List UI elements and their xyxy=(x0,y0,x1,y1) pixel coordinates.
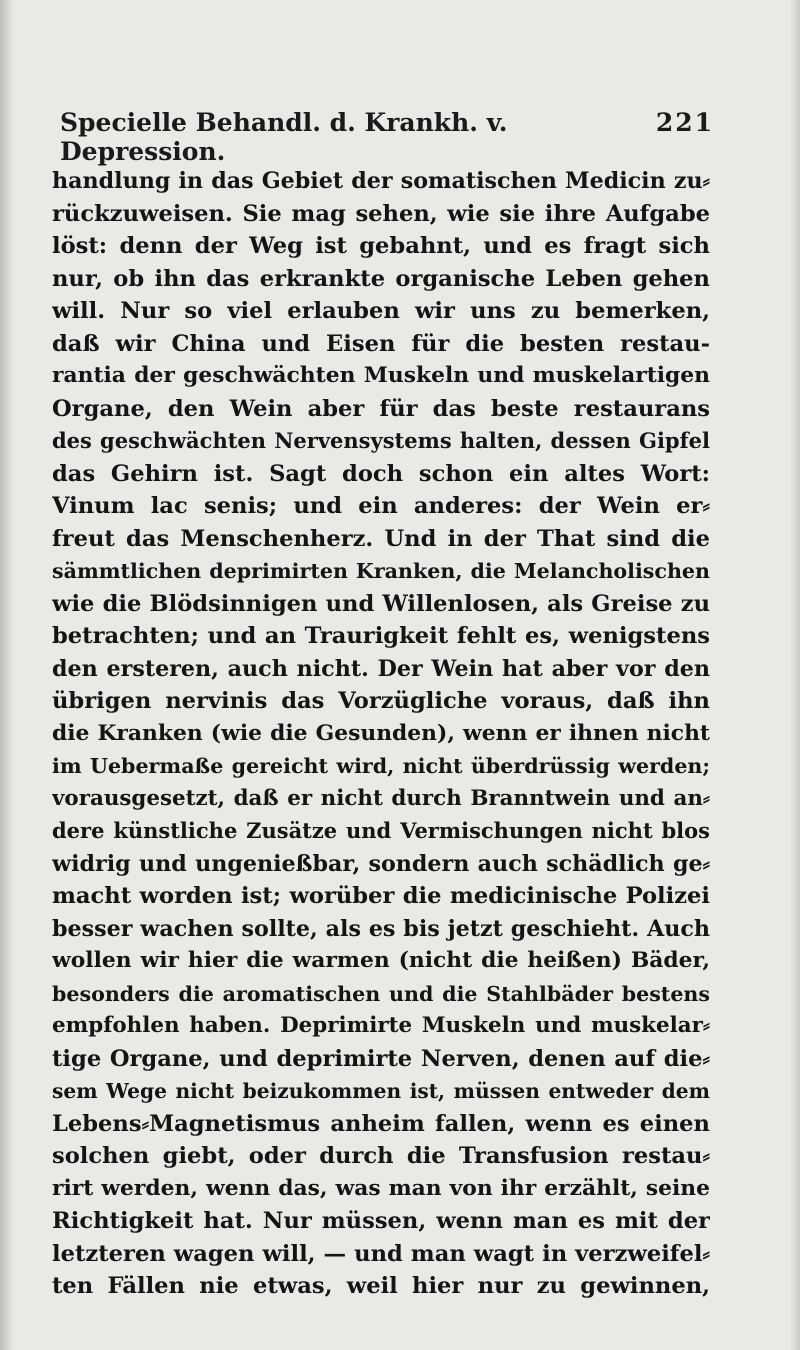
text-line-21: dere künstliche Zusätze und Vermischungen nicht blos xyxy=(52,818,710,843)
text-line-14: wie die Blödsinnigen und Willenlosen, als Greise zu xyxy=(52,590,710,617)
text-line-33: Richtigkeit hat. Nur müssen, wenn man es mit der xyxy=(52,1208,710,1234)
text-line-17: übrigen nervinis das Vorzügliche voraus, daß ihn xyxy=(52,688,710,714)
text-line-2: rückzuweisen. Sie mag sehen, wie sie ihre Aufgabe xyxy=(52,200,710,227)
text-line-32: rirt werden, wenn das, was man von ihr erzählt, seine xyxy=(52,1175,710,1201)
text-line-1: handlung in das Gebiet der somatischen Medicin zu⸗ xyxy=(52,168,710,194)
text-line-34: letzteren wagen will, — und man wagt in verzweifel⸗ xyxy=(52,1240,710,1267)
text-line-18: die Kranken (wie die Gesunden), wenn er ihnen nicht xyxy=(52,720,710,746)
running-head-title: Specielle Behandl. d. Krankh. v. Depression. xyxy=(60,108,508,166)
text-line-28: tige Organe, und deprimirte Nerven, denen auf die⸗ xyxy=(52,1045,710,1072)
text-line-8: Organe, den Wein aber für das beste restaurans xyxy=(52,395,710,422)
text-line-15: betrachten; und an Traurigkeit fehlt es, wenigstens xyxy=(52,623,710,649)
text-line-24: besser wachen sollte, als es bis jetzt geschieht. Auch xyxy=(52,915,710,942)
text-line-3: löst: denn der Weg ist gebahnt, und es fragt sich xyxy=(52,233,710,259)
text-line-31: solchen giebt, oder durch die Transfusion restau⸗ xyxy=(52,1143,710,1169)
text-line-6: daß wir China und Eisen für die besten restau- xyxy=(52,330,710,357)
text-line-26: besonders die aromatischen und die Stahlbäder bestens xyxy=(52,981,710,1006)
text-line-16: den ersteren, auch nicht. Der Wein hat aber vor den xyxy=(52,655,710,682)
text-line-13: sämmtlichen deprimirten Kranken, die Melancholischen xyxy=(52,559,710,583)
text-line-25: wollen wir hier die warmen (nicht die heißen) Bäder, xyxy=(52,948,710,973)
page-number: 221 xyxy=(655,108,714,137)
text-line-23: macht worden ist; worüber die medicinische Polizei xyxy=(52,883,710,909)
body-text xyxy=(52,165,710,1303)
text-line-5: will. Nur so viel erlauben wir uns zu bemerken, xyxy=(52,298,710,324)
text-line-4: nur, ob ihn das erkrankte organische Leben gehen xyxy=(52,265,710,292)
text-line-22: widrig und ungenießbar, sondern auch schädlich ge⸗ xyxy=(52,850,710,877)
text-line-30: Lebens⸗Magnetismus anheim fallen, wenn es einen xyxy=(52,1110,710,1137)
text-line-12: freut das Menschenherz. Und in der That sind die xyxy=(52,525,710,552)
text-line-29: sem Wege nicht beizukommen ist, müssen entweder dem xyxy=(52,1079,710,1103)
text-line-7: rantia der geschwächten Muskeln und muskelartigen xyxy=(52,363,710,388)
text-line-9: des geschwächten Nervensystems halten, dessen Gipfel xyxy=(52,428,710,453)
text-line-20: vorausgesetzt, daß er nicht durch Branntwein und an⸗ xyxy=(52,785,710,811)
text-line-10: das Gehirn ist. Sagt doch schon ein altes Wort: xyxy=(52,460,710,487)
text-line-27: empfohlen haben. Deprimirte Muskeln und muskelar⸗ xyxy=(52,1013,710,1038)
text-line-11: Vinum lac senis; und ein anderes: der Wein er⸗ xyxy=(52,493,710,519)
text-line-35: ten Fällen nie etwas, weil hier nur zu gewinnen, xyxy=(52,1273,710,1299)
text-line-19: im Uebermaße gereicht wird, nicht überdrüssig werden; xyxy=(52,754,710,778)
running-head xyxy=(60,108,714,166)
